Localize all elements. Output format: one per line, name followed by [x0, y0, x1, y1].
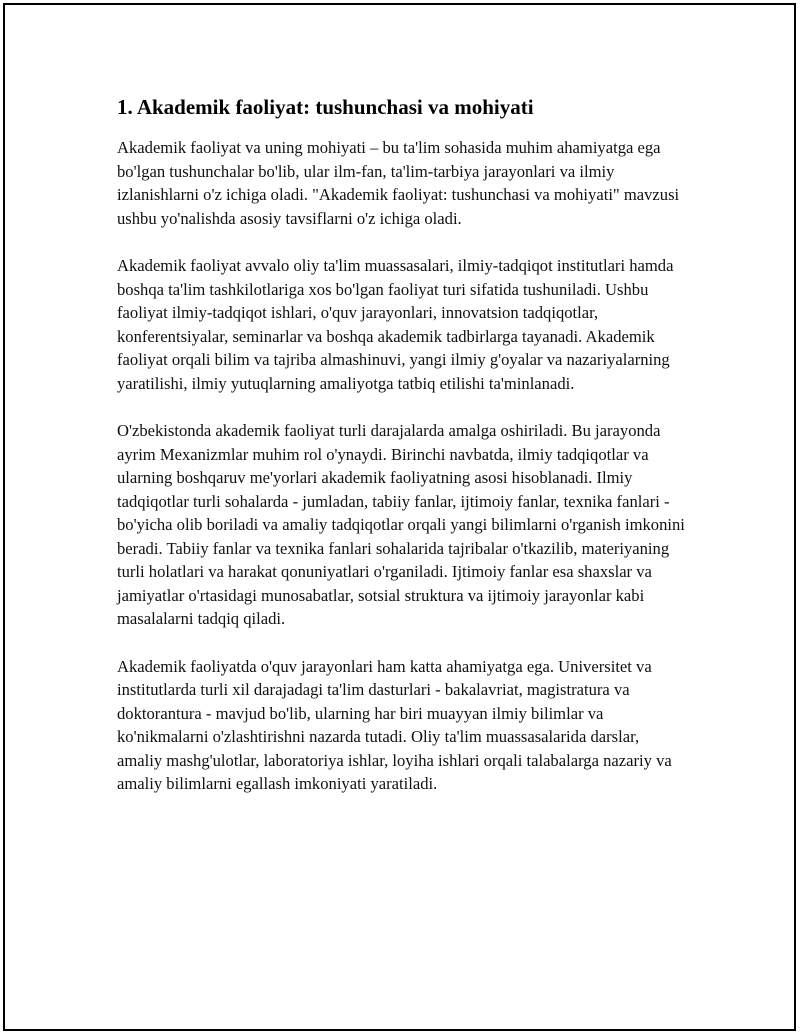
- section-heading: 1. Akademik faoliyat: tushunchasi va mohiyati: [117, 95, 534, 119]
- paragraph-1: Akademik faoliyat va uning mohiyati – bu ta'lim sohasida muhim ahamiyatga ega bo'lgan tushunchalar bo'lib, ular ilm-fan, ta'lim-tarbiya jarayonlari va ilmiy izlanishlarni o'z ichiga oladi. "Akademik faoliyat: tushunchasi va mohiyati" mavzusi ushbu yo'nalishda asosiy tavsiflarni o'z ichiga oladi.: [117, 138, 680, 228]
- document-body: [117, 94, 687, 820]
- paragraph-4: Akademik faoliyatda o'quv jarayonlari ham katta ahamiyatga ega. Universitet va institutlarda turli xil darajadagi ta'lim dasturlari - bakalavriat, magistratura va doktorantura - mavjud bo'lib, ularning har biri muayyan ilmiy bilimlar va ko'nikmalarni o'zlashtirishni nazarda tutadi. Oliy ta'lim muassasalarida darslar, amaliy mashg'ulotlar, laboratoriya ishlar, loyiha ishlari orqali talabalarga nazariy va amaliy bilimlarni egallash imkoniyati yaratiladi.: [117, 656, 672, 793]
- paragraph-3: O'zbekistonda akademik faoliyat turli darajalarda amalga oshiriladi. Bu jarayonda ayrim Mexanizmlar muhim rol o'ynaydi. Birinchi navbatda, ilmiy tadqiqotlar va ularning boshqaruv me'yorlari akademik faoliyatning asosi hisoblanadi. Ilmiy tadqiqotlar turli sohalarda - jumladan, tabiiy fanlar, ijtimoiy fanlar, texnika fanlari - bo'yicha olib boriladi va amaliy tadqiqotlar orqali yangi bilimlarni o'rganish imkonini beradi. Tabiiy fanlar va texnika fanlari sohalarida tajribalar o'tkazilib, materiyaning turli holatlari va harakat qonuniyatlari o'rganiladi. Ijtimoiy fanlar esa shaxslar va jamiyatlar o'rtasidagi munosabatlar, sotsial struktura va ijtimoiy jarayonlar kabi masalalarni tadqiq qiladi.: [117, 421, 685, 628]
- paragraph-2: Akademik faoliyat avvalo oliy ta'lim muassasalari, ilmiy-tadqiqot institutlari hamda boshqa ta'lim tashkilotlariga xos bo'lgan faoliyat turi sifatida tushuniladi. Ushbu faoliyat ilmiy-tadqiqot ishlari, o'quv jarayonlari, innovatsion tadqiqotlar, konferentsiyalar, seminarlar va boshqa akademik tadbirlarga tayanadi. Akademik faoliyat orqali bilim va tajriba almashinuvi, yangi ilmiy g'oyalar va nazariyalarning yaratilishi, ilmiy yutuqlarning amaliyotga tatbiq etilishi ta'minlanadi.: [117, 256, 674, 393]
